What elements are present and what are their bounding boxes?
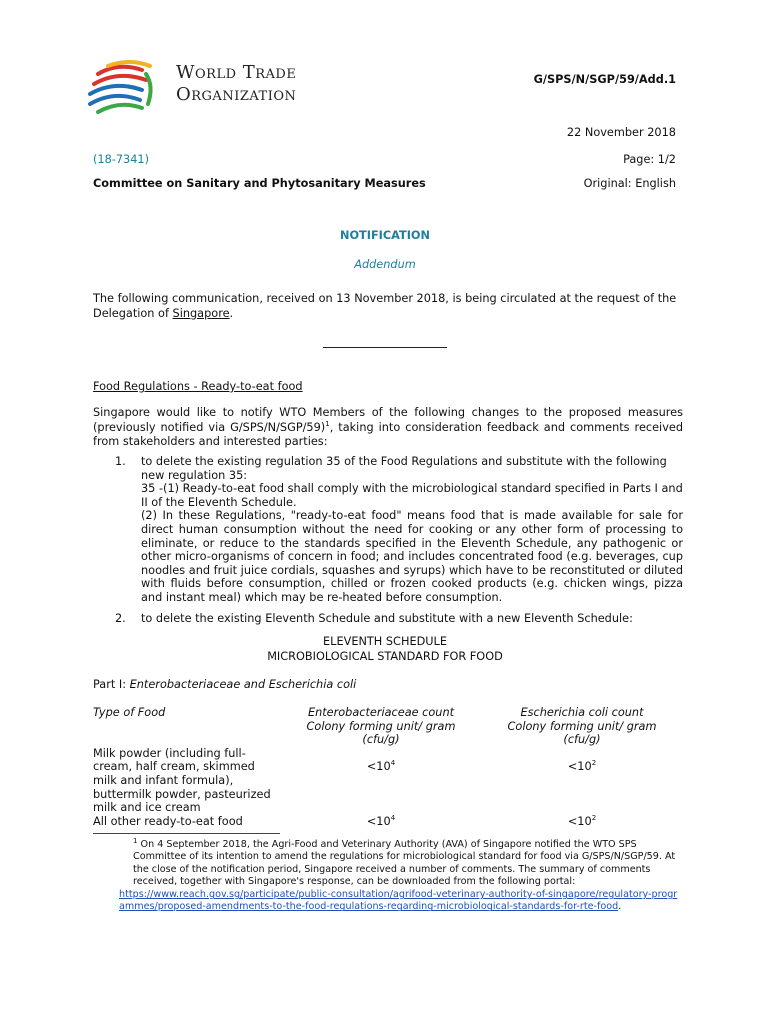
schedule-title-1: ELEVENTH SCHEDULE xyxy=(323,635,447,648)
row-food: All other ready-to-eat food xyxy=(93,814,243,828)
row-ecoli xyxy=(481,760,683,815)
org-line-2: Organization xyxy=(176,84,297,105)
change-line: to delete the existing Eleventh Schedule and substitute with a new Eleventh Schedule: xyxy=(141,611,633,625)
change-item xyxy=(93,612,683,626)
part-heading xyxy=(93,678,356,691)
ecoli-value: <10 xyxy=(567,814,592,828)
footnote-ref: 1 xyxy=(325,419,330,428)
committee-name: Committee on Sanitary and Phytosanitary Measures xyxy=(93,177,426,190)
schedule-title-2: MICROBIOLOGICAL STANDARD FOR FOOD xyxy=(267,650,503,663)
footnote xyxy=(93,836,683,914)
footnote-link-end: . xyxy=(618,901,622,913)
wto-logo xyxy=(84,60,344,116)
section-heading: Food Regulations - Ready-to-eat food xyxy=(93,380,303,393)
intro-country: Singapore xyxy=(172,306,230,320)
entero-exponent: 4 xyxy=(390,813,396,822)
part-title: Enterobacteriaceae and Escherichia coli xyxy=(129,678,357,691)
separator-line xyxy=(323,347,447,348)
change-number: 2. xyxy=(115,611,126,625)
header-ecoli-l1: Escherichia coli count xyxy=(520,706,644,719)
page-indicator: Page: 1/2 xyxy=(623,153,676,166)
footnote-marker: 1 xyxy=(133,836,138,845)
entero-value: <10 xyxy=(366,759,391,773)
header-entero xyxy=(281,706,481,747)
header-ecoli-l2: Colony forming unit/ gram xyxy=(507,719,657,733)
header-food: Type of Food xyxy=(93,706,166,719)
row-entero xyxy=(281,760,481,815)
org-line-1: World Trade xyxy=(176,62,297,83)
change-item xyxy=(93,455,683,605)
document-number: (18-7341) xyxy=(93,153,150,166)
header-entero-l3: (cfu/g) xyxy=(362,733,400,747)
intro-end: . xyxy=(229,306,234,320)
row-entero xyxy=(281,815,481,829)
footnote-text: On 4 September 2018, the Agri-Food and Veterinary Authority (AVA) of Singapore notified the WTO SPS Committee of its intention to amend the regulations for microbiological standard for food via G/SPS/N/SGP/59. At the close of the notification period, Singapore received a number of comments. The summary of comments received, together with Singapore's response, can be downloaded from the following portal: xyxy=(133,839,676,887)
header-ecoli-l3: (cfu/g) xyxy=(563,733,601,747)
lead-text: Singapore would like to notify WTO Members of the following changes to the proposed measures (previously notified via G/SPS/N/SGP/59) xyxy=(93,406,683,434)
change-line: (2) In these Regulations, "ready-to-eat food" means food that is made available for sale for direct human consumption without the need for cooking or any other form of processing to eliminate, or reduce to the standards specified in the Eleventh Schedule, any pathogenic or other micro-organisms of concern in food; and includes concentrated food (e.g. beverages, cup noodles and fruit juice cordials, squashes and syrups) which have to be reconstituted or diluted with fluids before consumption, chilled or frozen cooked products (e.g. chicken wings, pizza and instant meal) which may be re-heated before consumption. xyxy=(141,509,683,604)
notification-heading: NOTIFICATION xyxy=(339,229,430,242)
ecoli-exponent: 2 xyxy=(591,813,597,822)
document-symbol: G/SPS/N/SGP/59/Add.1 xyxy=(533,73,676,86)
header-ecoli xyxy=(481,706,683,747)
change-line: 35 -(1) Ready-to-eat food shall comply with the microbiological standard specified in Parts I and II of the Eleventh Schedule. xyxy=(141,482,683,509)
footnote-rule xyxy=(93,833,280,834)
original-language: Original: English xyxy=(583,177,676,190)
ecoli-exponent: 2 xyxy=(591,759,597,768)
change-line: to delete the existing regulation 35 of the Food Regulations and substitute with the following new regulation 35: xyxy=(141,455,667,482)
standards-table xyxy=(93,706,683,828)
changes-list xyxy=(93,455,683,625)
lead-text-after: , taking into consideration feedback and comments received from stakeholders and interested parties: xyxy=(93,420,684,448)
wto-emblem-icon xyxy=(84,60,174,116)
entero-exponent: 4 xyxy=(390,759,396,768)
document-date: 22 November 2018 xyxy=(566,126,676,139)
intro-text: The following communication, received on 13 November 2018, is being circulated at the request of the Delegation of xyxy=(93,292,677,320)
header-entero-l2: Colony forming unit/ gram xyxy=(306,719,456,733)
intro-paragraph xyxy=(93,292,683,321)
change-number: 1. xyxy=(115,455,126,468)
row-ecoli xyxy=(481,815,683,829)
entero-value: <10 xyxy=(366,814,391,828)
organization-name xyxy=(176,62,296,106)
ecoli-value: <10 xyxy=(567,759,592,773)
part-prefix: Part I: xyxy=(93,678,130,691)
addendum-subheading: Addendum xyxy=(354,258,416,271)
footnote-link[interactable]: https://www.reach.gov.sg/participate/public-consultation/agrifood-veterinary-authority-of-singapore/regulatory-programmes/proposed-amendments-to-the-food-regulations-regarding-microbiological-standards-for-rte-food xyxy=(119,889,678,913)
section-lead xyxy=(93,406,683,450)
header-entero-l1: Enterobacteriaceae count xyxy=(307,706,455,719)
table-header-row xyxy=(93,706,683,747)
row-food: Milk powder (including full-cream, half cream, skimmed milk and infant formula), buttermilk powder, pasteurized milk and ice cream xyxy=(93,746,271,815)
